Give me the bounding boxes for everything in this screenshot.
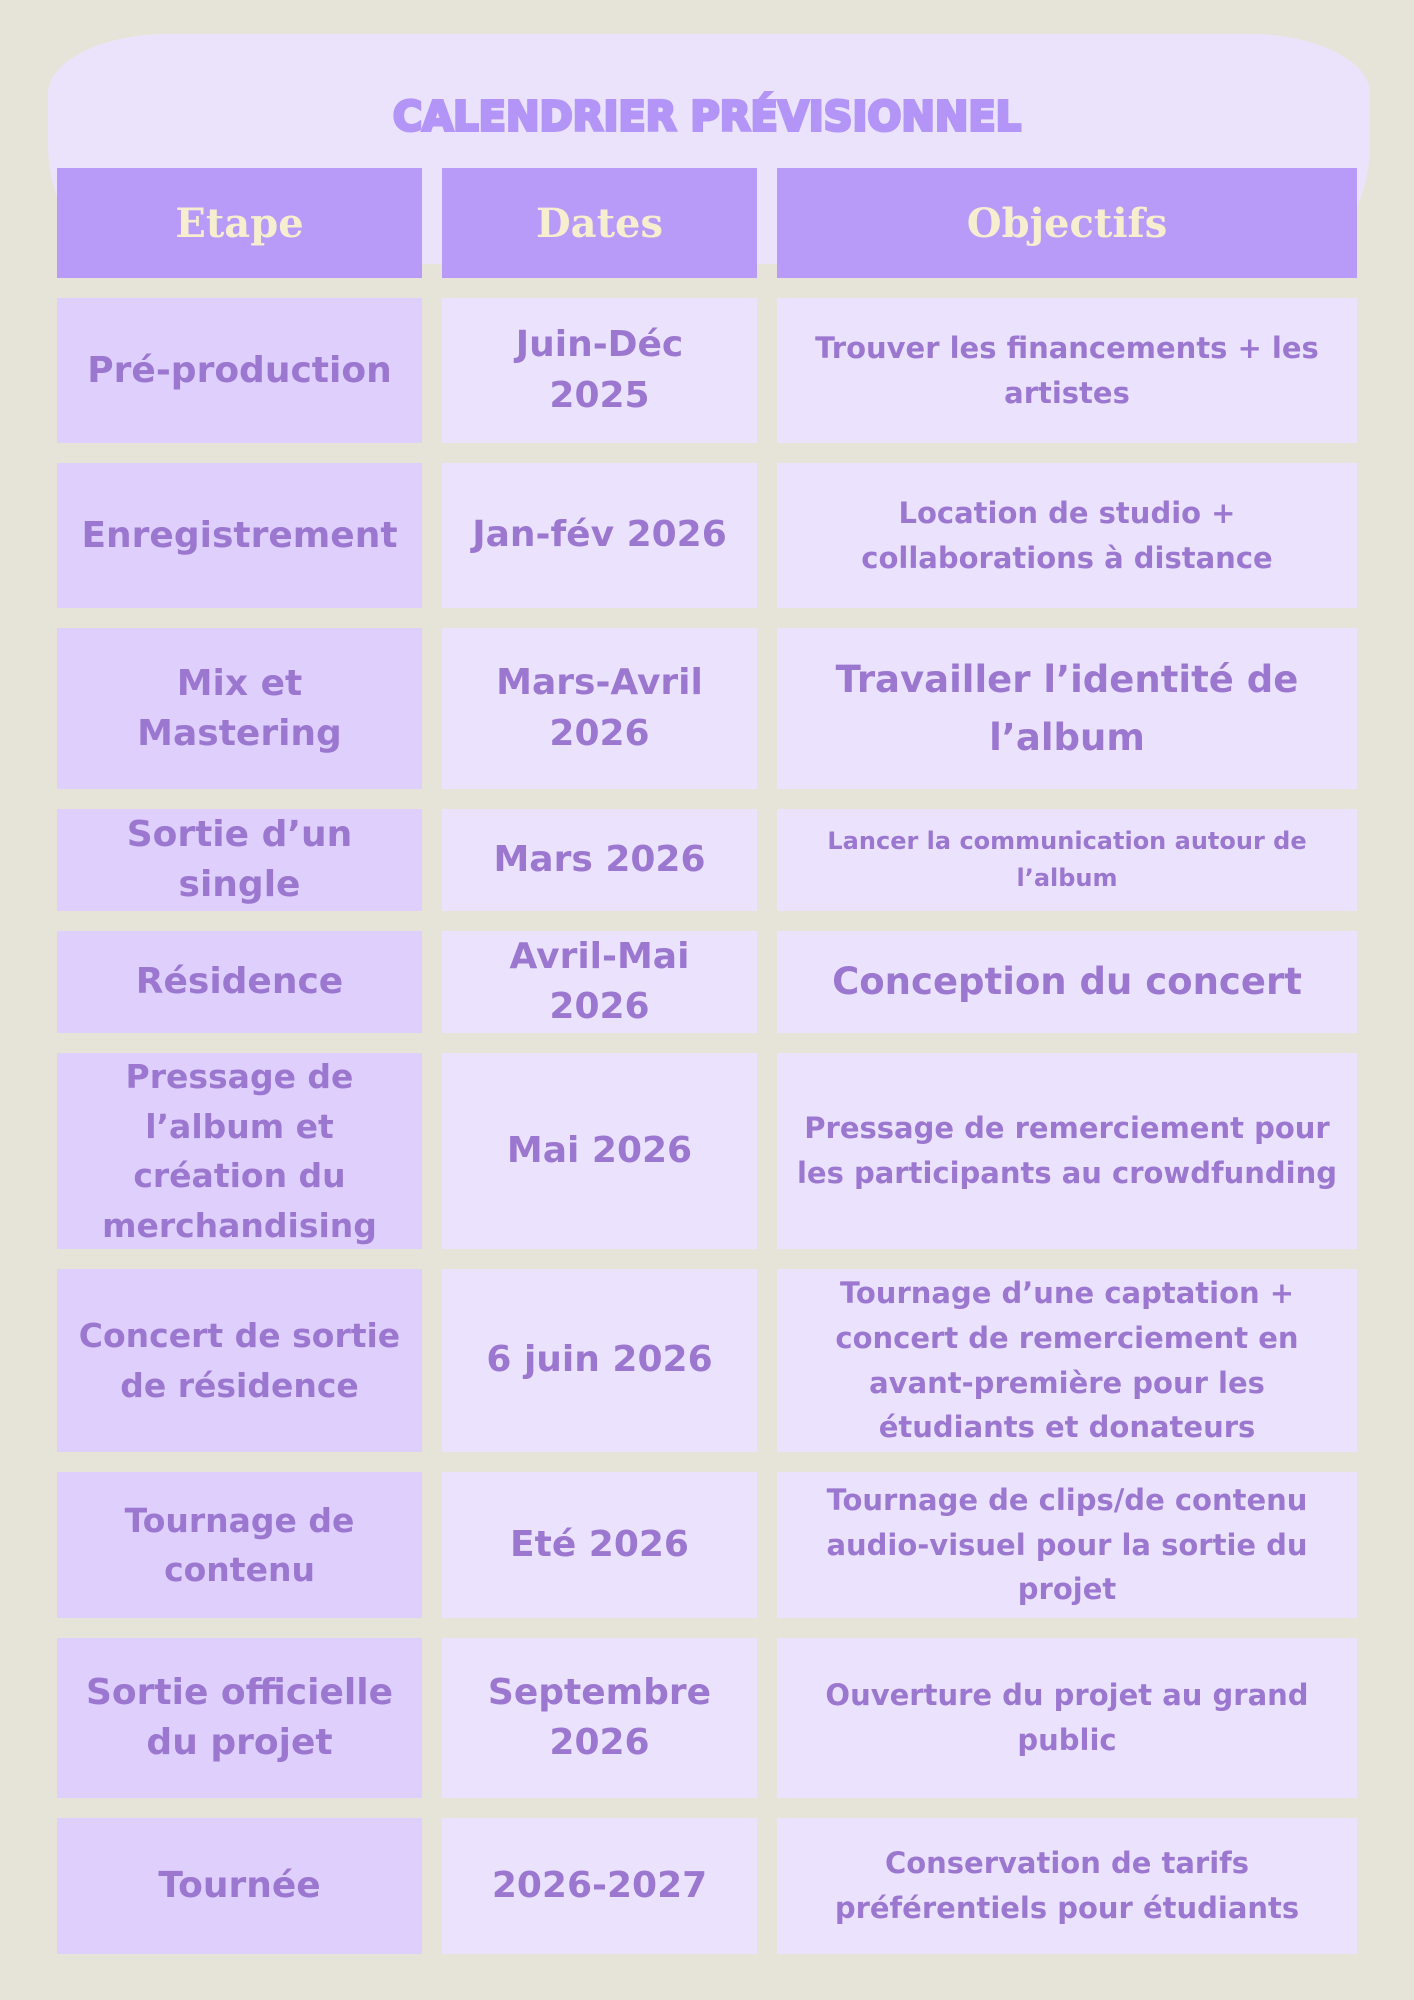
objective-cell: Ouverture du projet au grand public xyxy=(777,1638,1357,1798)
step-cell: Tournée xyxy=(57,1818,422,1954)
dates-cell: Jan-fév 2026 xyxy=(442,463,757,608)
step-cell: Mix et Mastering xyxy=(57,628,422,789)
objective-cell: Tournage d’une captation + concert de remerciement en avant-première pour les étudiants et donateurs xyxy=(777,1269,1357,1452)
objective-cell: Travailler l’identité de l’album xyxy=(777,628,1357,789)
step-cell: Pré-production xyxy=(57,298,422,443)
objective-cell: Trouver les financements + les artistes xyxy=(777,298,1357,443)
objective-cell: Conception du concert xyxy=(777,931,1357,1033)
objective-cell: Pressage de remerciement pour les participants au crowdfunding xyxy=(777,1053,1357,1249)
column-header-objectives: Objectifs xyxy=(777,168,1357,278)
dates-cell: Avril-Mai 2026 xyxy=(442,931,757,1033)
dates-cell: Mai 2026 xyxy=(442,1053,757,1249)
dates-cell: Juin-Déc 2025 xyxy=(442,298,757,443)
step-cell: Enregistrement xyxy=(57,463,422,608)
schedule-table xyxy=(57,168,1357,1954)
dates-cell: Eté 2026 xyxy=(442,1472,757,1618)
step-cell: Sortie d’un single xyxy=(57,809,422,911)
step-cell: Tournage de contenu xyxy=(57,1472,422,1618)
dates-cell: 6 juin 2026 xyxy=(442,1269,757,1452)
dates-cell: Mars 2026 xyxy=(442,809,757,911)
dates-cell: 2026-2027 xyxy=(442,1818,757,1954)
dates-cell: Septembre 2026 xyxy=(442,1638,757,1798)
dates-cell: Mars-Avril 2026 xyxy=(442,628,757,789)
column-header-step: Etape xyxy=(57,168,422,278)
step-cell: Concert de sortie de résidence xyxy=(57,1269,422,1452)
step-cell: Sortie officielle du projet xyxy=(57,1638,422,1798)
step-cell: Résidence xyxy=(57,931,422,1033)
objective-cell: Lancer la communication autour de l’album xyxy=(777,809,1357,911)
page-title: CALENDRIER PRÉVISIONNEL xyxy=(392,93,1022,141)
step-cell: Pressage de l’album et création du merchandising xyxy=(57,1053,422,1249)
objective-cell: Tournage de clips/de contenu audio-visuel pour la sortie du projet xyxy=(777,1472,1357,1618)
column-header-dates: Dates xyxy=(442,168,757,278)
objective-cell: Conservation de tarifs préférentiels pour étudiants xyxy=(777,1818,1357,1954)
objective-cell: Location de studio + collaborations à distance xyxy=(777,463,1357,608)
